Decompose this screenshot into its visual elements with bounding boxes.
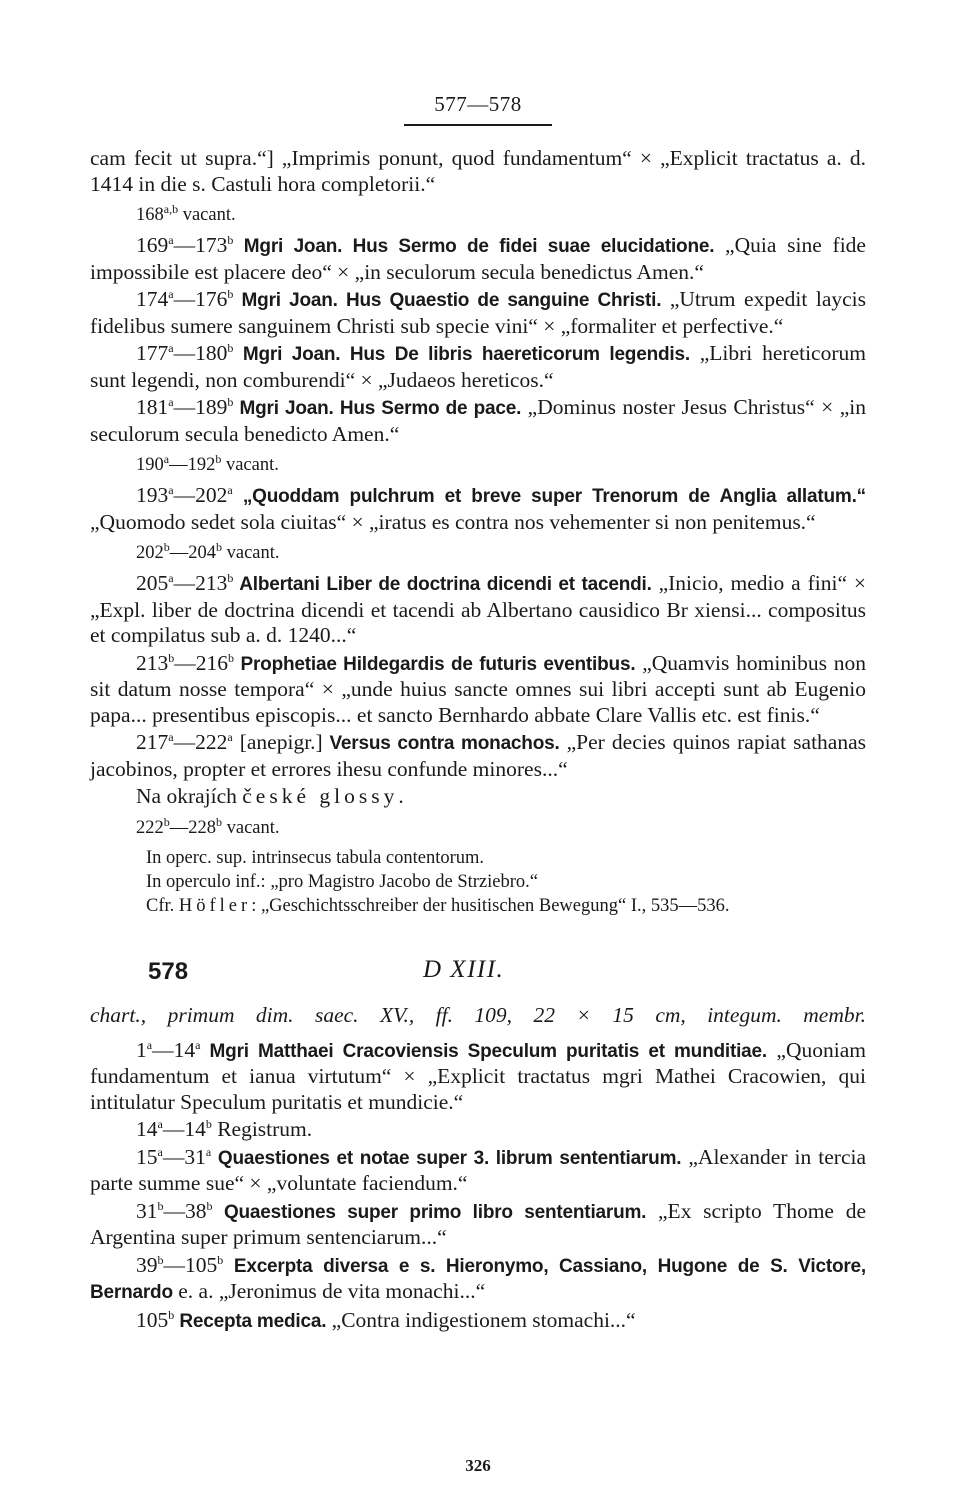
entry-217: 217$^a$—222$^a$ [anepigr.] Versus contra monachos. „Per decies quinos rapiat sathanas jacobinos, propter et errores ihesu confunde minores...“ — [90, 729, 866, 781]
entry-vacant-222: 222$^b$—228$^b$ vacant. — [136, 814, 280, 838]
entry-title: Quaestiones et notae super 3. librum sententiarum. — [211, 1147, 682, 1169]
entry-1: 1$^a$—14$^a$ Mgri Matthaei Cracoviensis Speculum puritatis et munditiae. „Quoniam fundamentum et ianua virtutum“ × „Explicit tractatus mgri Mathei Cracowien, qui intitulatur Speculum puritatis et mundicie.“ — [90, 1037, 866, 1114]
entry-title: Quaestiones super primo libro sententiarum. — [212, 1201, 647, 1223]
entry-title: Mgri Joan. Hus De libris haereticorum legendis. — [233, 344, 690, 365]
entry-105: 105$^b$ Recepta medica. „Contra indigestionem stomachi...“ — [136, 1307, 636, 1332]
entry-title: Recepta medica. — [174, 1310, 327, 1332]
entry-title: Mgri Joan. Hus Sermo de pace. — [233, 398, 522, 419]
entry-174: 174$^a$—176$^b$ Mgri Joan. Hus Quaestio de sanguine Christi. „Utrum expedit laycis fidelibus sumere sanguinem Christi sub specie vini“ × „formaliter et perfective.“ — [90, 286, 867, 338]
binding-note: In operc. sup. intrinsecus tabula contentorum. — [146, 847, 485, 868]
entry-title: Excerpta diversa e s. Hieronymo, Cassiano, Hugone de S. Victore, Bernardo — [90, 1255, 866, 1303]
document-page — [90, 0, 866, 1512]
entry-39: 39$^b$—105$^b$ Excerpta diversa e s. Hieronymo, Cassiano, Hugone de S. Victore, Bernardo e. a. „Jeronimus de vita monachi...“ — [90, 1252, 866, 1303]
header-rule — [404, 124, 552, 126]
page-range: 577—578 — [434, 92, 522, 116]
entry-vacant-202: 202$^b$—204$^b$ vacant. — [136, 539, 280, 563]
codex-number: 578 — [148, 957, 189, 985]
catalog-body — [90, 146, 866, 1336]
entry-title: Versus contra monachos. — [322, 733, 560, 754]
codex-description: chart., primum dim. saec. XV., ff. 109, 22 × 15 cm, integum. membr. — [90, 1002, 866, 1027]
entry-177: 177$^a$—180$^b$ Mgri Joan. Hus De libris haereticorum legendis. „Libri hereticorum sunt legendi, non comburendi“ × „Judaeos hereticos.“ — [90, 340, 866, 392]
reference-note: Cfr. Höfler: „Geschichtsschreiber der husitischen Bewegung“ I., 535—536. — [146, 895, 730, 916]
entry-193: 193$^a$—202$^a$ „Quoddam pulchrum et breve super Trenorum de Anglia allatum.“ „Quomodo sedet sola ciuitas“ × „iratus es contra nos vehementer si non penitemus.“ — [90, 482, 866, 534]
entry-vacant-168: 168$^{a,b}$ vacant. — [136, 201, 236, 225]
entry-title: Albertani Liber de doctrina dicendi et tacendi. — [233, 574, 652, 595]
entry-vacant-190: 190$^a$—192$^b$ vacant. — [136, 451, 279, 475]
entry-title: Mgri Joan. Hus Sermo de fidei suae elucidatione. — [233, 236, 715, 257]
codex-heading — [90, 952, 866, 996]
entry-continuation: cam fecit ut supra.“] „Imprimis ponunt, quod fundamentum“ × „Explicit tractatus a. d. 1414 in die s. Castuli hora completorii.“ — [90, 146, 866, 196]
entry-title: Mgri Matthaei Cracoviensis Speculum puritatis et munditiae. — [200, 1040, 767, 1062]
page-header — [90, 92, 866, 126]
entry-14: 14$^a$—14$^b$ Registrum. — [136, 1116, 313, 1141]
entry-title: Prophetiae Hildegardis de futuris eventibus. — [234, 653, 636, 675]
entry-title: „Quoddam pulchrum et breve super Trenorum de Anglia allatum.“ — [232, 486, 866, 507]
page-number: 326 — [465, 1456, 491, 1475]
entry-15: 15$^a$—31$^a$ Quaestiones et notae super 3. librum sententiarum. „Alexander in tercia parte summe sue“ × „voluntate faciendum.“ — [90, 1144, 866, 1195]
codex-signature: D XIII. — [423, 955, 505, 983]
entry-213: 213$^b$—216$^b$ Prophetiae Hildegardis de futuris eventibus. „Quamvis hominibus non sit datum nosse tempora“ × „unde huius sancte omnes sui libri accepti sunt ab Eugenio papa... presentibus episcopis... et sancto Bernhardo abbate Clare Vallis etc. est finis.“ — [90, 650, 866, 727]
binding-note: In operculo inf.: „pro Magistro Jacobo de Strziebro.“ — [146, 871, 538, 892]
entry-31: 31$^b$—38$^b$ Quaestiones super primo libro sententiarum. „Ex scripto Thome de Argentina super primum sentenciarum...“ — [90, 1198, 866, 1249]
entry-title: Mgri Joan. Hus Quaestio de sanguine Christi. — [233, 290, 662, 311]
entry-181: 181$^a$—189$^b$ Mgri Joan. Hus Sermo de pace. „Dominus noster Jesus Christus“ × „in seculorum secula benedicto Amen.“ — [90, 394, 866, 446]
entry-205: 205$^a$—213$^b$ Albertani Liber de doctrina dicendi et tacendi. „Inicio, medio a fini“ × „Expl. liber de doctrina dicendi et tacendi ab Albertano causidico Br xiensi... compositus et compilatus sub a. d. 1240...“ — [90, 570, 866, 647]
gloss-note: Na okrajích české glossy. — [136, 784, 404, 808]
entry-169: 169$^a$—173$^b$ Mgri Joan. Hus Sermo de fidei suae elucidatione. „Quia sine fide impossibile est placere deo“ × „in seculorum secula benedictus Amen.“ — [90, 232, 866, 284]
